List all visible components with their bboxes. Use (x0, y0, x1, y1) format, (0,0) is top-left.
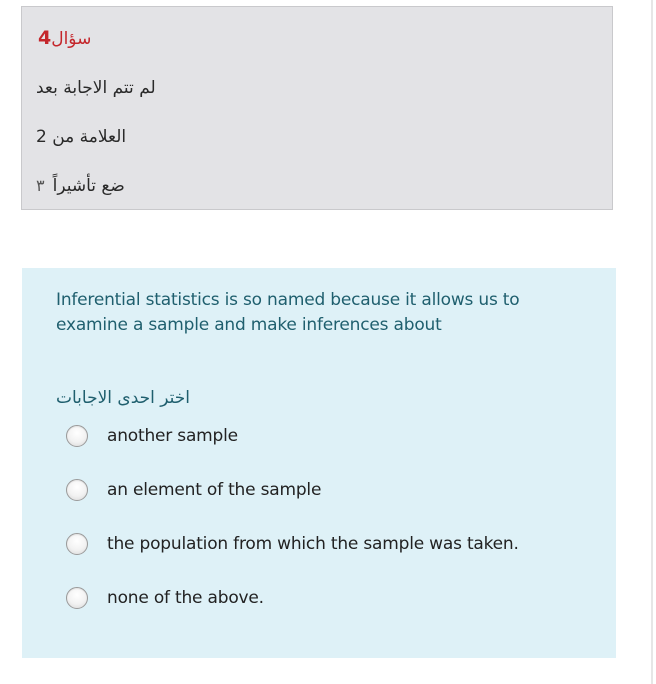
question-mark: العلامة من 2 (36, 127, 127, 147)
question-info-panel (21, 6, 613, 210)
answer-option-1[interactable] (66, 423, 238, 449)
radio-button[interactable] (66, 533, 88, 555)
answer-option-label[interactable]: another sample (107, 426, 238, 446)
radio-button[interactable] (66, 479, 88, 501)
answer-option-label[interactable]: the population from which the sample was taken. (107, 534, 519, 554)
flag-question-link[interactable] (22, 174, 612, 198)
question-text: Inferential statistics is so named because it allows us to examine a sample and make inferences about (56, 290, 520, 335)
question-number-label (22, 26, 612, 51)
page-edge-divider (651, 0, 653, 684)
flag-question-label: ضع تأشيراً (52, 176, 125, 196)
answer-option-4[interactable] (66, 585, 264, 611)
answer-option-3[interactable] (66, 531, 519, 557)
answer-option-label[interactable]: an element of the sample (107, 480, 322, 500)
flag-icon: ۳ (36, 176, 45, 195)
radio-button[interactable] (66, 425, 88, 447)
question-status: لم تتم الاجابة بعد (36, 78, 156, 98)
answer-option-2[interactable] (66, 477, 321, 503)
radio-button[interactable] (66, 587, 88, 609)
question-content-panel (22, 268, 616, 658)
question-number: 4 (38, 27, 52, 49)
answer-prompt: اختر احدى الاجابات (56, 388, 191, 408)
question-label: سؤال (51, 29, 92, 49)
answer-option-label[interactable]: none of the above. (107, 588, 264, 608)
